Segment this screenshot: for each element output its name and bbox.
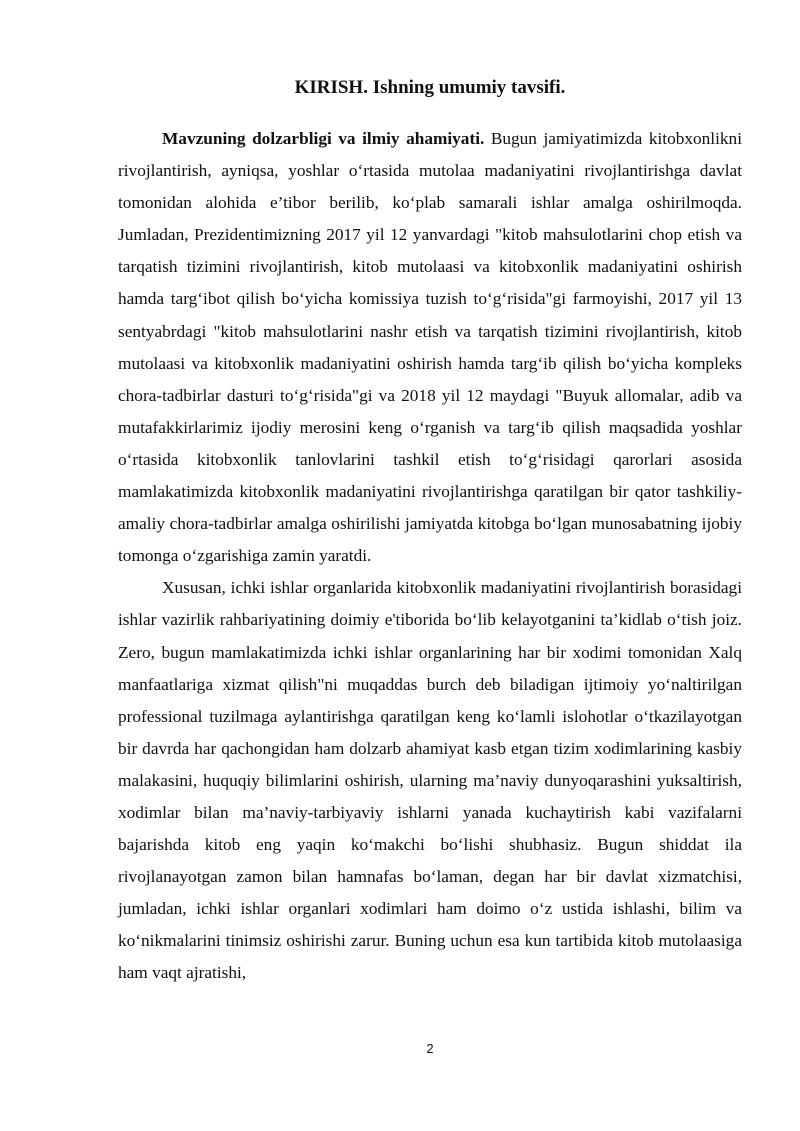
page-number: 2 bbox=[426, 1041, 434, 1056]
paragraph-text: Xususan, ichki ishlar organlarida kitobxonlik madaniyatini rivojlantirish borasidagi ishlar vazirlik rahbariyatining doimiy e'tiborida boʻlib kelayotganini ta’kidlab oʻtish joiz. Zero, bugun mamlakatimizda ichki ishlar organlarining har bir xodimi tomonidan Xalq manfaatlariga xizmat qilish"ni muqaddas burch deb biladigan ijtimoiy yoʻnaltirilgan professional tuzilmaga aylantirishga qaratilgan keng koʻlamli islohotlar oʻtkazilayotgan bir davrda har qachongidan ham dolzarb ahamiyat kasb etgan tizim xodimlarining kasbiy malakasini, huquqiy bilimlarini oshirish, ularning ma’naviy dunyoqarashini yuksaltirish, xodimlar bilan ma’naviy-tarbiyaviy ishlarni yanada kuchaytirish kabi vazifalarni bajarishda kitob eng yaqin koʻmakchi boʻlishi shubhasiz. Bugun shiddat ila rivojlanayotgan zamon bilan hamnafas boʻlaman, degan har bir davlat xizmatchisi, jumladan, ichki ishlar organlari xodimlari ham doimo oʻz ustida ishlashi, bilim va koʻnikmalarini tinimsiz oshirishi zarur. Buning uchun esa kun tartibida kitob mutolaasiga ham vaqt ajratishi, bbox=[118, 578, 742, 983]
page-title: KIRISH. Ishning umumiy tavsifi. bbox=[294, 77, 566, 98]
paragraph-lead: Mavzuning dolzarbligi va ilmiy ahamiyati. bbox=[162, 129, 485, 148]
paragraph-text: Bugun jamiyatimizda kitobxonlikni rivojlantirish, ayniqsa, yoshlar oʻrtasida mutolaa madaniyatini rivojlantirishga davlat tomonidan alohida e’tibor berilib, koʻplab samarali ishlar amalga oshirilmoqda. Jumladan, Prezidentimizning 2017 yil 12 yanvardagi "kitob mahsulotlarini chop etish va tarqatish tizimini rivojlantirish, kitob mutolaasi va kitobxonlik madaniyatini oshirish hamda targʻibot qilish boʻyicha komissiya tuzish toʻgʻrisida"gi farmoyishi, 2017 yil 13 sentyabrdagi "kitob mahsulotlarini nashr etish va tarqatish tizimini rivojlantirish, kitob mutolaasi va kitobxonlik madaniyatini oshirish hamda targʻib qilish boʻyicha kompleks chora-tadbirlar dasturi toʻgʻrisida"gi va 2018 yil 12 maydagi "Buyuk allomalar, adib va mutafakkirlarimiz ijodiy merosini keng oʻrganish va targʻib qilish maqsadida yoshlar oʻrtasida kitobxonlik tanlovlarini tashkil etish toʻgʻrisidagi qarorlari asosida mamlakatimizda kitobxonlik madaniyatini rivojlantirishga qaratilgan bir qator tashkiliy-amaliy chora-tadbirlar amalga oshirilishi jamiyatda kitobga boʻlgan munosabatning ijobiy tomonga oʻzgarishiga zamin yaratdi. bbox=[118, 129, 742, 566]
paragraph-relevance bbox=[118, 123, 742, 572]
body-text bbox=[118, 123, 742, 990]
paragraph-internal-affairs bbox=[118, 572, 742, 989]
